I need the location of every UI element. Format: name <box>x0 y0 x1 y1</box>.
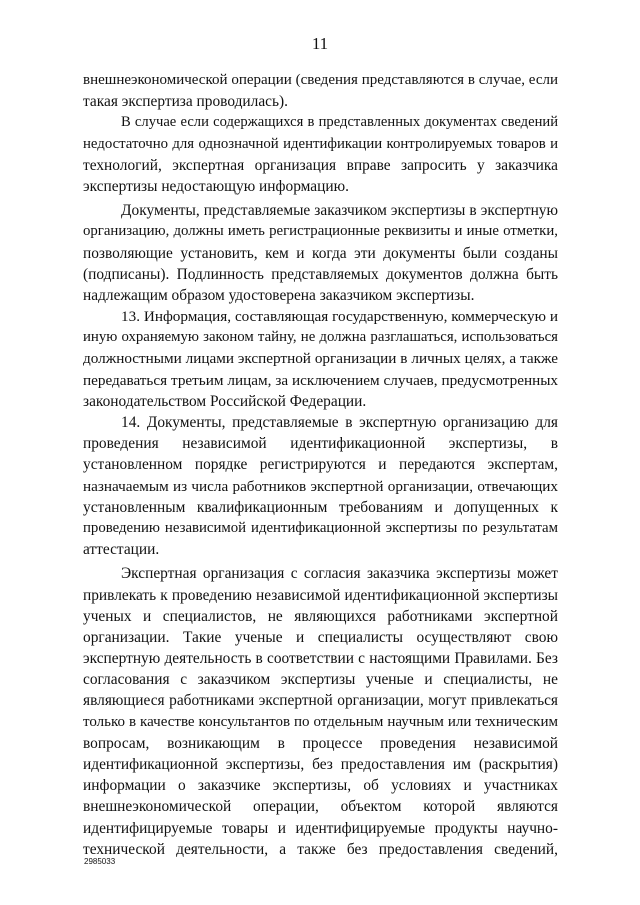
text-line: проведения независимой идентификационной экспертизы, в <box>83 435 558 453</box>
text-line: только в качестве консультантов по отдельным научным или техническим <box>83 713 558 730</box>
paragraph-start-line: Документы, представляемые заказчиком экспертизы в экспертную <box>121 202 558 220</box>
text-line: законодательством Российской Федерации. <box>83 392 367 410</box>
text-line: являющиеся работниками экспертной организации, могут привлекаться <box>83 692 558 710</box>
text-line: недостаточно для однозначной идентификации контролируемых товаров и <box>83 135 558 152</box>
text-line: экспертизы недостающую информацию. <box>83 177 349 195</box>
document-body <box>83 70 558 860</box>
text-line: ученых и специалистов, не являющихся работниками экспертной <box>83 607 558 625</box>
document-id: 2985033 <box>84 857 116 866</box>
text-line: технической деятельности, а также без предоставления сведений, <box>83 840 558 858</box>
text-line: назначаемым из числа работников экспертной организации, отвечающих <box>83 477 558 495</box>
text-line: установленным квалификационным требованиям и допущенных к <box>83 498 558 516</box>
text-line: технологий, экспертная организация вправе запросить у заказчика <box>83 156 558 174</box>
text-line: идентификационной экспертизы, без предоставления им (раскрытия) <box>83 756 558 773</box>
text-line: (подписаны). Подлинность представляемых документов должна быть <box>83 265 558 283</box>
text-line: внешнеэкономической операции, объектом которой являются <box>83 798 558 816</box>
page-number: 11 <box>311 34 329 53</box>
paragraph-start-line: 13. Информация, составляющая государственную, коммерческую и <box>121 308 558 326</box>
text-line: такая экспертиза проводилась). <box>83 93 288 111</box>
paragraph-start-line: Экспертная организация с согласия заказчика экспертизы может <box>121 565 558 583</box>
text-line: установленном порядке регистрируются и передаются экспертам, <box>83 456 558 474</box>
paragraph-start-line: В случае если содержащихся в представленных документах сведений <box>121 114 558 131</box>
text-line: вопросам, возникающим в процессе проведения независимой <box>83 734 558 752</box>
text-line: организации. Такие ученые и специалисты осуществляют свою <box>83 628 558 646</box>
text-line: привлекать к проведению независимой идентификационной экспертизы <box>83 586 558 604</box>
text-line: аттестации. <box>83 541 160 559</box>
text-line: информации о заказчике экспертизы, об условиях и участниках <box>83 777 558 795</box>
text-line: внешнеэкономической операции (сведения представляются в случае, если <box>83 72 558 88</box>
text-line: надлежащим образом удостоверена заказчиком экспертизы. <box>83 286 475 304</box>
text-line: позволяющие установить, кем и когда эти документы были созданы <box>83 244 558 262</box>
paragraph-start-line: 14. Документы, представляемые в экспертную организацию для <box>121 414 558 431</box>
text-line: иную охраняемую законом тайну, не должна разглашаться, использоваться <box>83 329 558 346</box>
text-line: согласования с заказчиком экспертизы ученые и специалисты, не <box>83 671 558 689</box>
text-line: организацию, должны иметь регистрационные реквизиты и иные отметки, <box>83 223 558 240</box>
text-line: экспертную деятельность в соответствии с настоящими Правилами. Без <box>83 650 558 668</box>
text-line: передаваться третьим лицам, за исключением случаев, предусмотренных <box>83 371 558 389</box>
text-line: должностными лицами экспертной организации в личных целях, а также <box>83 350 558 368</box>
text-line: проведению независимой идентификационной экспертизы по результатам <box>83 519 558 536</box>
text-line: идентифицируемые товары и идентифицируемые продукты научно- <box>83 819 558 837</box>
